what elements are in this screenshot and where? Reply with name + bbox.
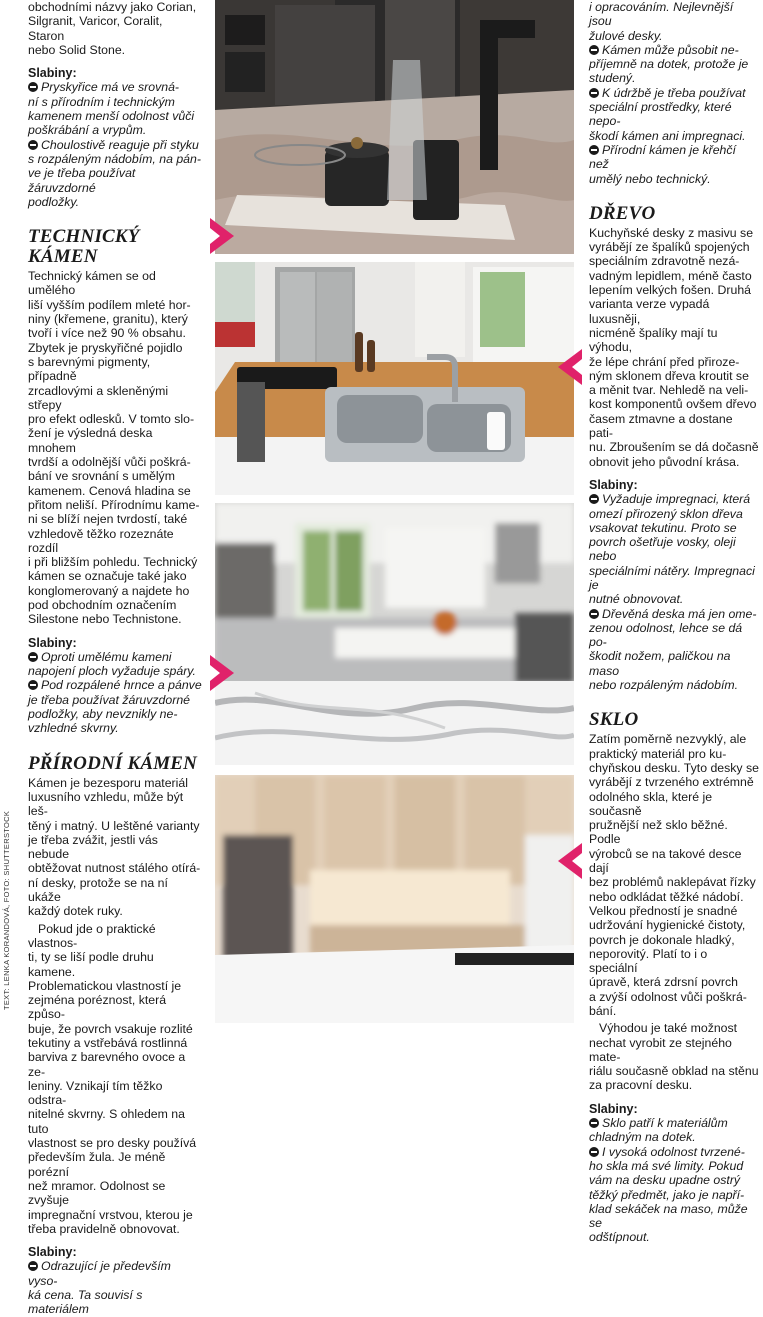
sklo-text-1: Zatím poměrně nezvyklý, ale praktický materiál pro ku- chyňskou desku. Tyto desky se vyrábějí z tvrzeného extrémně odolného skla, které je současně pružnější než sklo běžné. Podle výrobců se na takové desce dají bez problémů naklepávat řízky nebo odkládat těžké nádobí. Velkou předností je snadné udržování hygienické čistoty, povrch je dokonale hladký, neporovitý. Platí to i o speciální úpravě, která zdrsní povrch a zvýší odolnost vůči poškrá- bání. [589,732,759,1018]
minus-circle-icon [28,680,38,690]
weakness-item: Vyžaduje impregnaci, která omezí přirozený sklon dřeva vsakovat tekutinu. Proto se povrch ošetřuje vosky, oleji nebo speciálními nátěry. Impregnaci je nutné obnovovat. [589,492,755,607]
text-line: nebo Solid Stone. [28,42,126,57]
minus-circle-icon [589,145,599,155]
weakness-item: Odrazující je především vyso- ká cena. Ta souvisí s materiálem [28,1259,171,1317]
prirodni-text-1: Kámen je bezesporu materiál luxusního vzhledu, může být leš- těný i matný. U leštěné varianty je třeba zvážit, jestli vás nebude obtěžovat nutnost stálého otírá- ní desky, protože se na ní ukáže každý dotek ruky. [28,775,201,919]
left-column [28,0,202,1317]
weakness-item: Pod rozpálené hrnce a pánve je třeba používat žáruvzdorné podložky, aby nevznikly ne- vzhledné skvrny. [28,678,202,736]
weaknesses-label: Slabiny: [28,635,77,650]
photo-credit: TEXT: LENKA KORANDOVÁ, FOTO: SHUTTERSTOCK [2,810,11,1010]
right-intro: i opracováním. Nejlevnější jsou žulové desky. [589,0,734,43]
section-heading-technicky-kamen: TECHNICKÝ KÁMEN [28,226,140,268]
weakness-item: Choulostivě reaguje při styku s rozpáleným nádobím, na pán- ve je třeba používat žáruvzdorné podložky. [28,137,201,209]
weakness-item: Oproti umělému kameni napojení ploch vyžaduje spáry. [28,649,196,679]
section-heading-drevo: DŘEVO [589,202,656,224]
weakness-item: Sklo patří k materiálům chladným na dotek. [589,1116,728,1145]
triangle-pointer-icon [558,843,582,879]
triangle-pointer-icon [558,349,582,385]
sklo-text-2: Výhodou je také možnost nechat vyrobit ze stejného mate- riálu současně obklad na stěnu za pracovní desku. [589,1021,759,1093]
minus-circle-icon [589,609,599,619]
weakness-item: K údržbě je třeba používat speciální prostředky, které nepo- škodí kámen ani impregnaci. [589,85,746,143]
minus-circle-icon [589,1118,599,1128]
weakness-item: I vysoká odolnost tvrzené- ho skla má své limity. Pokud vám na desku upadne ostrý těžký předmět, jako je napří- klad sekáček na maso, může se odštípnout. [589,1144,748,1245]
photo-wooden-countertop [215,262,574,495]
weakness-item: Přírodní kámen je křehčí než umělý nebo technický. [589,142,736,186]
minus-circle-icon [28,1261,38,1271]
weaknesses-label: Slabiny: [589,1101,638,1116]
minus-circle-icon [589,494,599,504]
drevo-text: Kuchyňské desky z masivu se vyrábějí ze špalíků spojených speciálním zdravotně nezá- vadným lepidlem, méně často lepením velkých fošen. Druhá varianta verze vypadá luxusněji, nicméně špalíky mají tu výhodu, že lépe chrání před přiroze- ným sklonem dřeva kroutit se a měnit tvar. Nehledě na veli- kost komponentů ovšem dřevo časem ztmavne a dostane pati- nu. Zbroušením se dá dočasně obnovit jeho původní krása. [589,225,759,469]
weaknesses-label: Slabiny: [28,1245,77,1260]
triangle-pointer-icon [210,655,234,691]
technicky-text: Technický kámen se od umělého liší vyšším podílem mleté hor- niny (křemene, granitu), který tvoří i více než 90 % obsahu. Zbytek je pryskyřičné pojidlo s barevnými pigmenty, případně zrcadlovými a skleněnými střepy pro efekt odlesků. V tomto slo- žení je výsledná deska mnohem tvrdší a odolnější vůči poškrá- bání ve srovnání s umělým kamenem. Cenová hladina se přitom neliší. Přírodnímu kame- ni se blíží nejen tvrdostí, také vzhledově těžko rozeznáte rozdíl i při bližším pohledu. Technický kámen se označuje také jako konglomerovaný a najdete ho pod obchodním označením Silestone nebo Technistone. [28,269,200,627]
minus-circle-icon [28,652,38,662]
text-line: obchodními názvy jako Corian, [28,0,197,14]
right-column [589,0,759,1245]
section-heading-prirodni-kamen: PŘÍRODNÍ KÁMEN [28,752,198,774]
weakness-item: Dřevěná deska má jen ome- zenou odolnost, lehce se dá po- škodit nožem, paličkou na maso nebo rozpáleným nádobím. [589,606,757,693]
photo-marble-countertop [215,0,574,254]
text-line: Silgranit, Varicor, Coralit, Staron [28,14,163,43]
photo-glass-countertop [215,775,574,1023]
prirodni-text-2: Pokud jde o praktické vlastnos- ti, ty se liší podle druhu kamene. Problematickou vlastností je zejména poréznost, která způso- buje, že povrch vsakuje rozlité tekutiny a vstřebává rostlinná barviva z barevného ovoce a ze- leniny. Vznikají tím těžko odstra- nitelné skvrny. S ohledem na tuto vlastnost se pro desky používá především žula. Je méně porézní než mramor. Odolnost se zvyšuje impregnační vrstvou, kterou je třeba pravidelně obnovovat. [28,921,197,1236]
weakness-item: Kámen může působit ne- příjemně na dotek, protože je studený. [589,42,749,86]
weaknesses-label: Slabiny: [28,66,77,81]
left-intro [28,0,202,57]
section-heading-sklo: SKLO [589,709,639,731]
minus-circle-icon [28,140,38,150]
minus-circle-icon [28,82,38,92]
minus-circle-icon [589,88,599,98]
photo-white-marble-countertop [215,503,574,765]
weakness-item: Pryskyřice má ve srovná- ní s přírodním i technickým kamenem menší odolnost vůči poškrábání a vrypům. [28,80,195,138]
minus-circle-icon [589,1147,599,1157]
minus-circle-icon [589,45,599,55]
weaknesses-label: Slabiny: [589,477,638,492]
triangle-pointer-icon [210,218,234,254]
